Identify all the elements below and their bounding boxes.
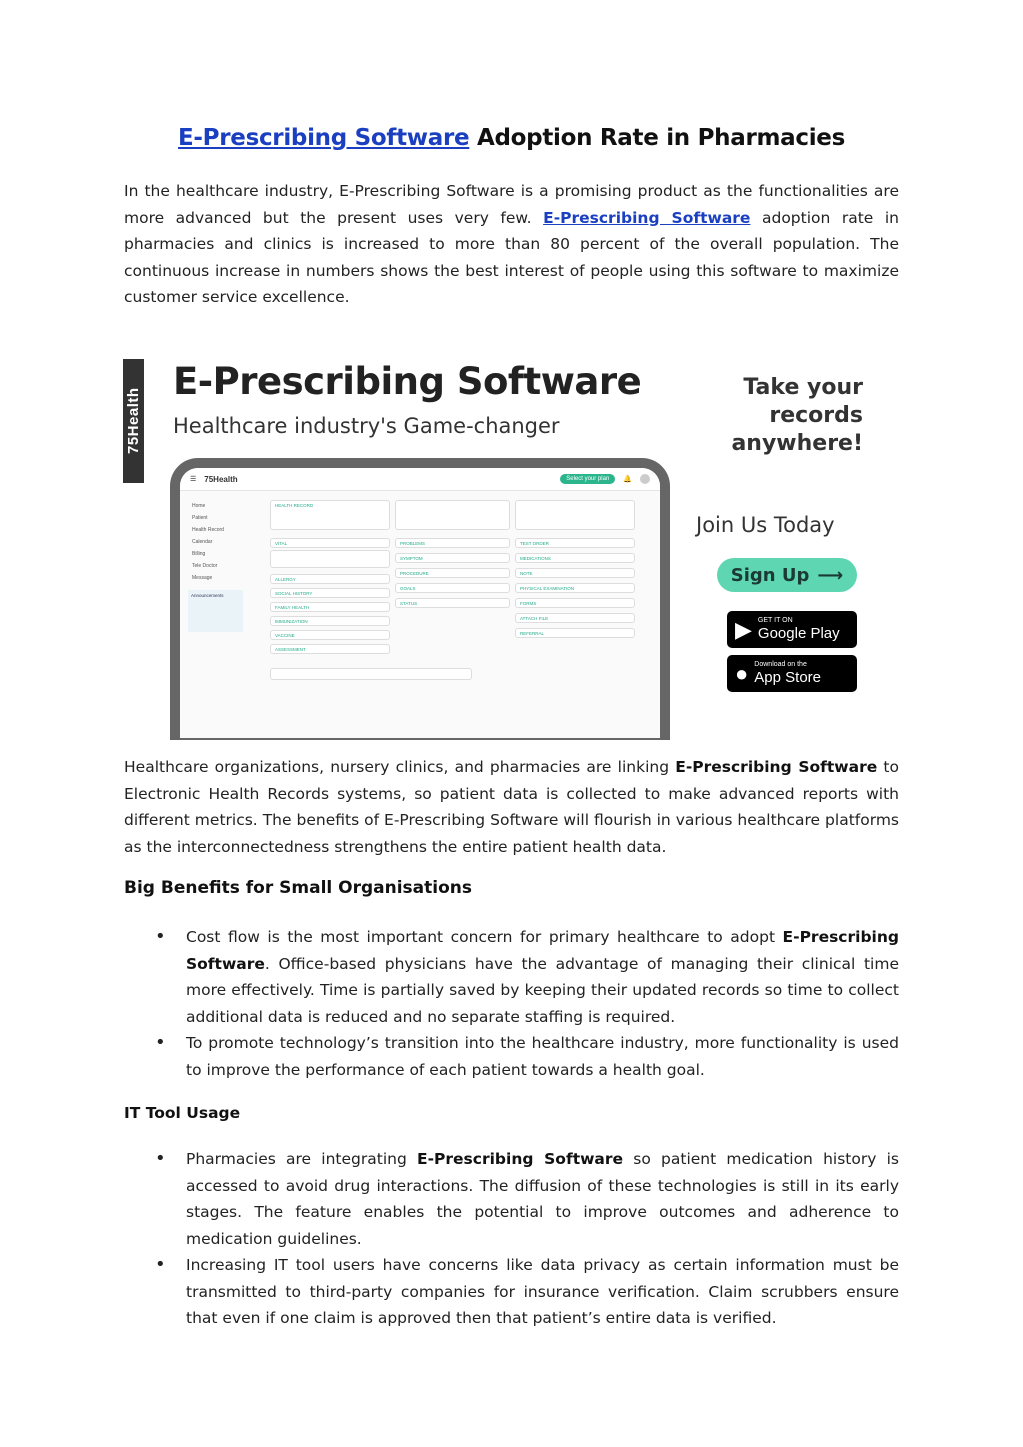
integration-paragraph bbox=[124, 754, 899, 860]
item-text: so patient medication history is accessed to avoid drug interactions. The diffusion of these technologies is still in its early stages. The feature enables the potential to improve outcomes and adherence to medication guidelines. bbox=[186, 1150, 899, 1248]
item-bold: E-Prescribing Software bbox=[186, 928, 899, 973]
app-topbar bbox=[180, 468, 660, 491]
play-icon: ▶ bbox=[735, 616, 752, 642]
section-heading-it-tool: IT Tool Usage bbox=[124, 1104, 241, 1122]
intro-link[interactable]: E-Prescribing Software bbox=[543, 208, 751, 227]
list-item: • Increasing IT tool users have concerns like data privacy as certain information must be transmitted to third-party companies for insurance verification. Claim scrubbers ensure that even if one claim is approved then that patient’s entire data is verified. bbox=[124, 1252, 899, 1332]
it-tool-list bbox=[124, 1146, 899, 1332]
sidebar-item: Billing bbox=[192, 551, 206, 557]
card: TEST ORDER bbox=[515, 538, 635, 548]
card: PROBLEMS bbox=[395, 538, 510, 548]
para2-text-1: Healthcare organizations, nursery clinics, and pharmacies are linking bbox=[124, 758, 676, 776]
para2-bold: E-Prescribing Software bbox=[675, 758, 878, 776]
card: ASSESSMENT bbox=[270, 644, 390, 654]
card: STATUS bbox=[395, 598, 510, 608]
card: FAMILY HEALTH bbox=[270, 602, 390, 612]
badge-big-text: Google Play bbox=[757, 625, 840, 642]
arrow-right-icon: ⟶ bbox=[817, 564, 844, 586]
item-text: Cost flow is the most important concern for primary healthcare to adopt bbox=[186, 928, 783, 946]
plan-button: Select your plan bbox=[560, 474, 615, 484]
sign-up-button[interactable] bbox=[717, 558, 857, 592]
tagline-line: records bbox=[769, 403, 863, 428]
tagline bbox=[693, 374, 863, 458]
bell-icon: 🔔 bbox=[623, 476, 632, 483]
card: VACCINE bbox=[270, 630, 390, 640]
brand-vertical-logo: 75Health bbox=[123, 359, 144, 483]
title-rest: Adoption Rate in Pharmacies bbox=[469, 125, 845, 151]
badge-small-text: GET IT ON bbox=[757, 617, 793, 624]
list-item bbox=[124, 1146, 899, 1252]
list-item: • To promote technology’s transition into the healthcare industry, more functionality is used to improve the performance of each patient towards a health goal. bbox=[124, 1030, 899, 1083]
sidebar-item: Patient bbox=[192, 515, 208, 521]
card: FORMS bbox=[515, 598, 635, 608]
card: ATTACH FILE bbox=[515, 613, 635, 623]
badge-small-text: Download on the bbox=[754, 661, 807, 668]
announcement-box: Announcements bbox=[188, 590, 243, 632]
card bbox=[515, 500, 635, 530]
item-bold: E-Prescribing Software bbox=[417, 1150, 624, 1168]
card: NOTE bbox=[515, 568, 635, 578]
card: IMMUNIZATION bbox=[270, 616, 390, 626]
card: MEDICATIONS bbox=[515, 553, 635, 563]
title-link[interactable]: E-Prescribing Software bbox=[178, 125, 470, 151]
app-store-badge[interactable] bbox=[727, 655, 857, 692]
banner-subheadline: Healthcare industry's Game-changer bbox=[173, 414, 560, 438]
app-screenshot bbox=[180, 468, 660, 738]
intro-text-1: In the healthcare industry, E-Prescribing Software is a promising product as the functionalities are more advanced but the present uses very few. bbox=[124, 182, 899, 227]
card: REFERRAL bbox=[515, 628, 635, 638]
sidebar-item: Calendar bbox=[192, 539, 213, 545]
item-text: . Office-based physicians have the advantage of managing their clinical time more effectively. Time is partially saved by keeping their updated records so time to collect additional data is reduced and no separate staffing is required. bbox=[186, 954, 899, 1026]
intro-text-2: adoption rate in pharmacies and clinics is increased to more than 80 percent of the overall population. The continuous increase in numbers shows the best interest of people using this software to maximize customer service excellence. bbox=[124, 208, 899, 306]
menu-icon: ☰ bbox=[190, 476, 197, 483]
banner-headline: E-Prescribing Software bbox=[173, 360, 642, 403]
item-text: Pharmacies are integrating bbox=[186, 1150, 418, 1168]
sidebar-item: Message bbox=[192, 575, 213, 581]
card: PROCEDURE bbox=[395, 568, 510, 578]
card: HEALTH RECORD bbox=[270, 500, 390, 530]
google-play-badge[interactable] bbox=[727, 611, 857, 648]
tablet-mockup bbox=[170, 458, 670, 740]
card bbox=[270, 550, 390, 568]
card: GOALS bbox=[395, 583, 510, 593]
card: VITAL bbox=[270, 538, 390, 548]
join-text: Join Us Today bbox=[696, 513, 835, 537]
list-item bbox=[124, 924, 899, 1030]
para2-text-2: to Electronic Health Records systems, so patient data is collected to make advanced reports with different metrics. The benefits of E-Prescribing Software will flourish in various healthcare platforms as the interconnectedness strengthens the entire patient health data. bbox=[124, 758, 899, 856]
card: SOCIAL HISTORY bbox=[270, 588, 390, 598]
avatar bbox=[640, 474, 650, 484]
app-sidebar bbox=[188, 500, 243, 632]
section-heading-benefits: Big Benefits for Small Organisations bbox=[124, 878, 472, 898]
promo-banner bbox=[123, 356, 878, 736]
benefits-list bbox=[124, 924, 899, 1083]
sign-up-label: Sign Up bbox=[730, 564, 810, 586]
card: SYMPTOM bbox=[395, 553, 510, 563]
card: ALLERGY bbox=[270, 574, 390, 584]
tagline-line: Take your bbox=[743, 375, 863, 400]
sidebar-item: Home bbox=[192, 503, 206, 509]
tagline-line: anywhere! bbox=[731, 431, 863, 456]
apple-icon: ● bbox=[735, 660, 749, 686]
app-footer-toolbar bbox=[270, 668, 472, 680]
page-title bbox=[124, 125, 899, 151]
card: PHYSICAL EXAMINATION bbox=[515, 583, 635, 593]
card bbox=[395, 500, 510, 530]
badge-big-text: App Store bbox=[754, 669, 822, 686]
sidebar-item: Health Record bbox=[192, 527, 224, 533]
intro-paragraph bbox=[124, 178, 899, 311]
sidebar-item: Tele Doctor bbox=[192, 563, 218, 569]
app-logo: 75Health bbox=[204, 474, 238, 484]
